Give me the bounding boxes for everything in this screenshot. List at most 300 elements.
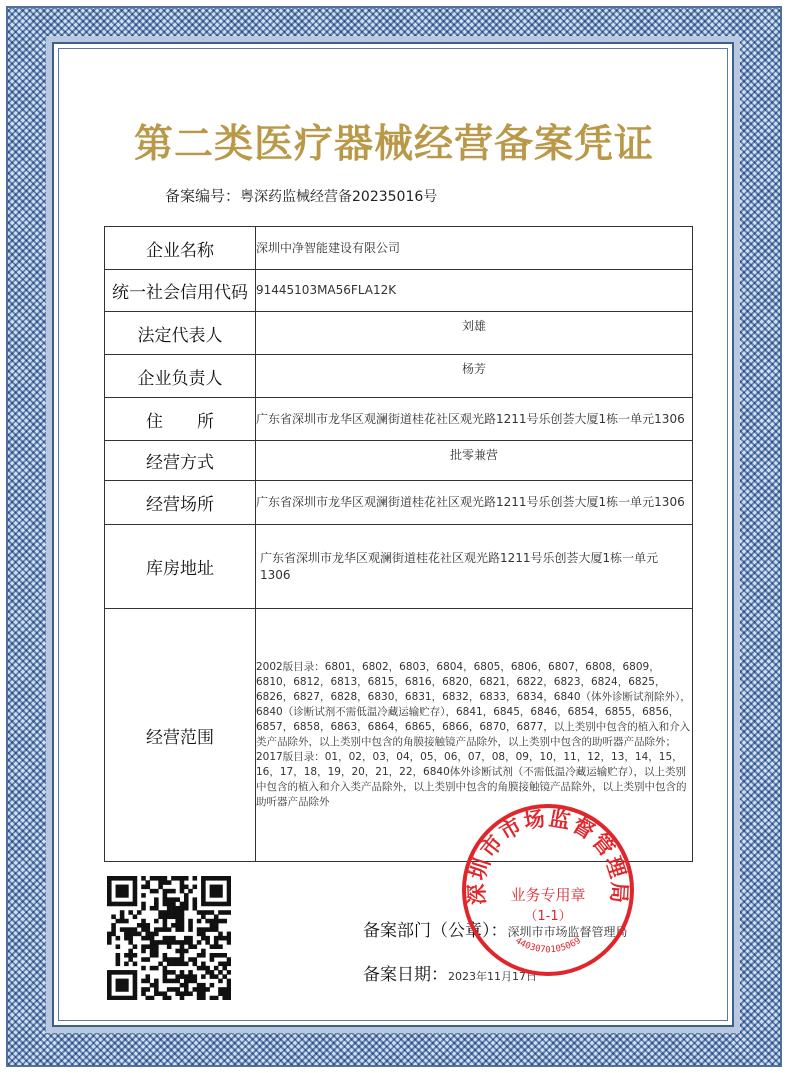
row-key: 经营场所: [105, 481, 256, 525]
qr-module: [210, 902, 215, 907]
qr-module: [188, 974, 193, 979]
qr-module: [175, 876, 180, 881]
qr-module: [120, 927, 125, 932]
seal-code: 4403070105069: [513, 936, 583, 956]
qr-module: [193, 957, 198, 962]
qr-module: [133, 897, 138, 902]
table-row: [105, 525, 693, 609]
qr-module: [201, 932, 206, 937]
qr-module: [128, 949, 133, 954]
qr-module: [124, 876, 129, 881]
qr-module: [227, 957, 231, 962]
qr-module: [120, 979, 125, 984]
qr-module: [167, 970, 172, 975]
qr-module: [201, 962, 206, 967]
record-number: [165, 185, 437, 206]
official-seal: [458, 800, 638, 980]
qr-module: [193, 944, 198, 949]
qr-module: [171, 957, 176, 962]
qr-module: [214, 996, 219, 1000]
qr-module: [218, 944, 223, 949]
row-key: 法定代表人: [105, 312, 256, 355]
qr-module: [120, 983, 125, 988]
seal-sub-number: （1-1）: [524, 909, 572, 924]
qr-module: [116, 996, 121, 1000]
qr-module: [141, 944, 146, 949]
qr-module: [175, 949, 180, 954]
qr-module: [141, 902, 146, 907]
qr-module: [111, 996, 116, 1000]
qr-module: [158, 876, 163, 881]
qr-module: [184, 876, 189, 881]
qr-module: [116, 893, 121, 898]
qr-module: [107, 979, 112, 984]
qr-module: [180, 991, 185, 996]
qr-module: [188, 991, 193, 996]
qr-module: [167, 914, 172, 919]
qr-module: [150, 996, 155, 1000]
qr-module: [145, 923, 150, 928]
qr-module: [193, 897, 198, 902]
table-row: [105, 398, 693, 441]
qr-module: [120, 876, 125, 881]
row-value: 杨芳: [256, 355, 693, 398]
info-table: [104, 226, 693, 862]
qr-module: [227, 902, 231, 907]
qr-module: [171, 923, 176, 928]
qr-module: [184, 987, 189, 992]
table-row: [105, 355, 693, 398]
qr-module: [107, 936, 112, 941]
qr-module: [124, 889, 129, 894]
qr-code: [107, 876, 231, 1000]
qr-module: [128, 932, 133, 937]
qr-module: [154, 987, 159, 992]
qr-module: [124, 962, 129, 967]
qr-module: [210, 927, 215, 932]
qr-module: [201, 991, 206, 996]
qr-module: [133, 880, 138, 885]
qr-module: [210, 944, 215, 949]
qr-module: [180, 927, 185, 932]
qr-module: [163, 893, 168, 898]
qr-module: [222, 953, 227, 958]
qr-module: [222, 936, 227, 941]
qr-module: [171, 962, 176, 967]
qr-module: [197, 966, 202, 971]
qr-module: [205, 940, 210, 945]
qr-module: [184, 974, 189, 979]
qr-module: [214, 953, 219, 958]
qr-module: [227, 889, 231, 894]
qr-module: [175, 940, 180, 945]
qr-module: [145, 957, 150, 962]
qr-module: [133, 987, 138, 992]
qr-module: [124, 983, 129, 988]
qr-module: [133, 885, 138, 890]
qr-module: [107, 902, 112, 907]
qr-module: [210, 957, 215, 962]
qr-module: [214, 923, 219, 928]
qr-module: [218, 910, 223, 915]
certificate-title: 第二类医疗器械经营备案凭证: [133, 121, 654, 167]
qr-module: [193, 902, 198, 907]
row-value: 91445103MA56FLA12K: [256, 270, 693, 312]
qr-module: [227, 880, 231, 885]
qr-module: [205, 927, 210, 932]
qr-module: [180, 957, 185, 962]
qr-module: [227, 897, 231, 902]
qr-module: [167, 902, 172, 907]
qr-module: [128, 940, 133, 945]
qr-module: [116, 979, 121, 984]
qr-module: [205, 987, 210, 992]
qr-module: [154, 953, 159, 958]
qr-module: [120, 919, 125, 924]
qr-module: [222, 996, 227, 1000]
qr-module: [175, 979, 180, 984]
qr-module: [171, 987, 176, 992]
qr-module: [154, 919, 159, 924]
qr-module: [133, 953, 138, 958]
qr-module: [163, 970, 168, 975]
qr-module: [210, 885, 215, 890]
qr-module: [124, 996, 129, 1000]
qr-module: [128, 910, 133, 915]
qr-module: [171, 970, 176, 975]
qr-module: [167, 927, 172, 932]
qr-module: [141, 957, 146, 962]
qr-module: [171, 902, 176, 907]
qr-module: [167, 996, 172, 1000]
qr-module: [180, 880, 185, 885]
qr-module: [193, 885, 198, 890]
qr-module: [133, 962, 138, 967]
qr-module: [180, 949, 185, 954]
qr-module: [180, 910, 185, 915]
qr-module: [133, 944, 138, 949]
qr-module: [124, 953, 129, 958]
qr-module: [218, 876, 223, 881]
qr-module: [227, 987, 231, 992]
qr-module: [222, 910, 227, 915]
qr-module: [197, 983, 202, 988]
qr-module: [180, 919, 185, 924]
qr-module: [150, 889, 155, 894]
qr-module: [107, 983, 112, 988]
row-key: 统一社会信用代码: [105, 270, 256, 312]
qr-module: [205, 902, 210, 907]
qr-module: [214, 919, 219, 924]
qr-module: [180, 885, 185, 890]
qr-module: [184, 885, 189, 890]
qr-module: [137, 923, 142, 928]
qr-module: [222, 902, 227, 907]
qr-module: [111, 932, 116, 937]
record-number-value: 粤深药监械经营备20235016号: [240, 189, 438, 205]
qr-module: [205, 919, 210, 924]
qr-module: [197, 987, 202, 992]
qr-module: [201, 897, 206, 902]
qr-module: [154, 983, 159, 988]
qr-module: [128, 876, 133, 881]
qr-module: [124, 927, 129, 932]
qr-module: [154, 889, 159, 894]
qr-module: [218, 979, 223, 984]
qr-module: [227, 876, 231, 881]
qr-module: [197, 927, 202, 932]
qr-module: [145, 996, 150, 1000]
qr-module: [184, 902, 189, 907]
qr-module: [197, 919, 202, 924]
qr-module: [171, 876, 176, 881]
qr-module: [205, 936, 210, 941]
qr-module: [163, 940, 168, 945]
qr-module: [214, 927, 219, 932]
qr-module: [120, 987, 125, 992]
filing-department-value: 深圳市市场监督管理局: [507, 925, 628, 939]
qr-module: [184, 906, 189, 911]
qr-module: [227, 996, 231, 1000]
qr-module: [133, 889, 138, 894]
qr-module: [222, 962, 227, 967]
qr-module: [171, 914, 176, 919]
qr-module: [184, 893, 189, 898]
qr-module: [128, 936, 133, 941]
qr-module: [218, 919, 223, 924]
qr-module: [201, 914, 206, 919]
qr-module: [154, 940, 159, 945]
qr-module: [210, 889, 215, 894]
qr-module: [214, 893, 219, 898]
qr-module: [222, 991, 227, 996]
qr-module: [120, 970, 125, 975]
qr-module: [214, 936, 219, 941]
qr-module: [141, 876, 146, 881]
qr-module: [210, 953, 215, 958]
qr-module: [124, 919, 129, 924]
qr-module: [124, 902, 129, 907]
qr-module: [158, 880, 163, 885]
qr-module: [116, 885, 121, 890]
qr-module: [167, 987, 172, 992]
qr-module: [150, 944, 155, 949]
qr-module: [111, 970, 116, 975]
qr-module: [107, 889, 112, 894]
qr-module: [163, 991, 168, 996]
qr-module: [163, 876, 168, 881]
qr-module: [175, 927, 180, 932]
qr-module: [163, 974, 168, 979]
qr-module: [180, 953, 185, 958]
qr-module: [163, 919, 168, 924]
qr-module: [175, 914, 180, 919]
qr-module: [158, 927, 163, 932]
qr-module: [197, 932, 202, 937]
qr-module: [184, 983, 189, 988]
qr-module: [167, 897, 172, 902]
qr-module: [184, 936, 189, 941]
filing-date-label: 备案日期：: [363, 965, 448, 985]
qr-module: [201, 889, 206, 894]
qr-module: [222, 987, 227, 992]
qr-module: [116, 919, 121, 924]
qr-module: [163, 902, 168, 907]
qr-module: [214, 974, 219, 979]
qr-module: [184, 979, 189, 984]
qr-module: [150, 932, 155, 937]
row-value: 广东省深圳市龙华区观澜街道桂花社区观光路1211号乐创荟大厦1栋一单元1306: [256, 525, 693, 609]
qr-module: [124, 936, 129, 941]
qr-module: [107, 876, 112, 881]
qr-module: [150, 906, 155, 911]
qr-module: [133, 996, 138, 1000]
qr-module: [201, 880, 206, 885]
qr-module: [163, 923, 168, 928]
qr-module: [227, 936, 231, 941]
qr-module: [214, 876, 219, 881]
seal-text: 深圳市市场监督管理局: [463, 805, 633, 906]
qr-module: [150, 940, 155, 945]
qr-module: [197, 940, 202, 945]
filing-department-label: 备案部门（公章）：: [363, 921, 508, 941]
qr-module: [133, 932, 138, 937]
qr-module: [167, 889, 172, 894]
qr-module: [167, 940, 172, 945]
qr-module: [128, 927, 133, 932]
qr-module: [184, 940, 189, 945]
qr-module: [201, 927, 206, 932]
qr-module: [141, 987, 146, 992]
row-value: 广东省深圳市龙华区观澜街道桂花社区观光路1211号乐创荟大厦1栋一单元1306: [256, 398, 693, 441]
qr-module: [197, 991, 202, 996]
qr-module: [222, 919, 227, 924]
qr-module: [171, 889, 176, 894]
qr-module: [210, 919, 215, 924]
row-key: 企业负责人: [105, 355, 256, 398]
table-row: [105, 441, 693, 481]
qr-module: [167, 979, 172, 984]
qr-module: [150, 949, 155, 954]
row-value: 批零兼营: [256, 441, 693, 481]
qr-module: [133, 983, 138, 988]
qr-module: [201, 910, 206, 915]
qr-module: [158, 991, 163, 996]
qr-module: [201, 996, 206, 1000]
qr-module: [128, 996, 133, 1000]
qr-module: [171, 936, 176, 941]
qr-module: [154, 991, 159, 996]
qr-module: [116, 902, 121, 907]
qr-module: [210, 983, 215, 988]
qr-module: [120, 889, 125, 894]
qr-module: [180, 983, 185, 988]
qr-module: [137, 932, 142, 937]
qr-module: [188, 957, 193, 962]
qr-module: [107, 996, 112, 1000]
qr-module: [227, 991, 231, 996]
qr-module: [180, 940, 185, 945]
qr-module: [214, 902, 219, 907]
qr-module: [154, 876, 159, 881]
qr-module: [145, 936, 150, 941]
table-row: [105, 227, 693, 270]
record-number-label: 备案编号：: [165, 187, 241, 205]
qr-module: [175, 962, 180, 967]
qr-module: [188, 944, 193, 949]
qr-module: [116, 970, 121, 975]
qr-module: [133, 970, 138, 975]
qr-module: [150, 966, 155, 971]
qr-module: [167, 910, 172, 915]
qr-module: [154, 949, 159, 954]
qr-module: [180, 996, 185, 1000]
qr-module: [154, 906, 159, 911]
qr-module: [141, 923, 146, 928]
qr-module: [214, 940, 219, 945]
qr-module: [205, 970, 210, 975]
qr-module: [107, 940, 112, 945]
qr-module: [107, 880, 112, 885]
qr-module: [175, 957, 180, 962]
qr-module: [163, 979, 168, 984]
qr-module: [201, 983, 206, 988]
qr-module: [116, 936, 121, 941]
qr-module: [210, 996, 215, 1000]
row-value: 深圳中净智能建设有限公司: [256, 227, 693, 270]
qr-module: [158, 914, 163, 919]
qr-module: [210, 910, 215, 915]
qr-module: [116, 957, 121, 962]
filing-date-value: 2023年11月17日: [448, 970, 537, 983]
qr-module: [133, 927, 138, 932]
qr-module: [175, 974, 180, 979]
qr-module: [111, 914, 116, 919]
qr-module: [227, 932, 231, 937]
qr-module: [210, 970, 215, 975]
qr-module: [218, 885, 223, 890]
qr-module: [188, 923, 193, 928]
qr-module: [150, 876, 155, 881]
qr-module: [141, 949, 146, 954]
qr-module: [120, 885, 125, 890]
qr-module: [193, 906, 198, 911]
qr-module: [180, 876, 185, 881]
qr-module: [188, 970, 193, 975]
qr-module: [222, 974, 227, 979]
qr-module: [184, 897, 189, 902]
qr-module: [154, 897, 159, 902]
qr-module: [167, 944, 172, 949]
qr-module: [180, 923, 185, 928]
table-row: [105, 312, 693, 355]
qr-module: [201, 966, 206, 971]
qr-module: [184, 962, 189, 967]
qr-module: [163, 966, 168, 971]
qr-module: [205, 876, 210, 881]
qr-module: [184, 991, 189, 996]
qr-module: [201, 987, 206, 992]
qr-module: [150, 936, 155, 941]
qr-module: [188, 889, 193, 894]
qr-module: [218, 902, 223, 907]
qr-module: [128, 902, 133, 907]
qr-module: [116, 962, 121, 967]
qr-module: [175, 919, 180, 924]
qr-module: [214, 914, 219, 919]
qr-module: [111, 876, 116, 881]
qr-module: [197, 996, 202, 1000]
